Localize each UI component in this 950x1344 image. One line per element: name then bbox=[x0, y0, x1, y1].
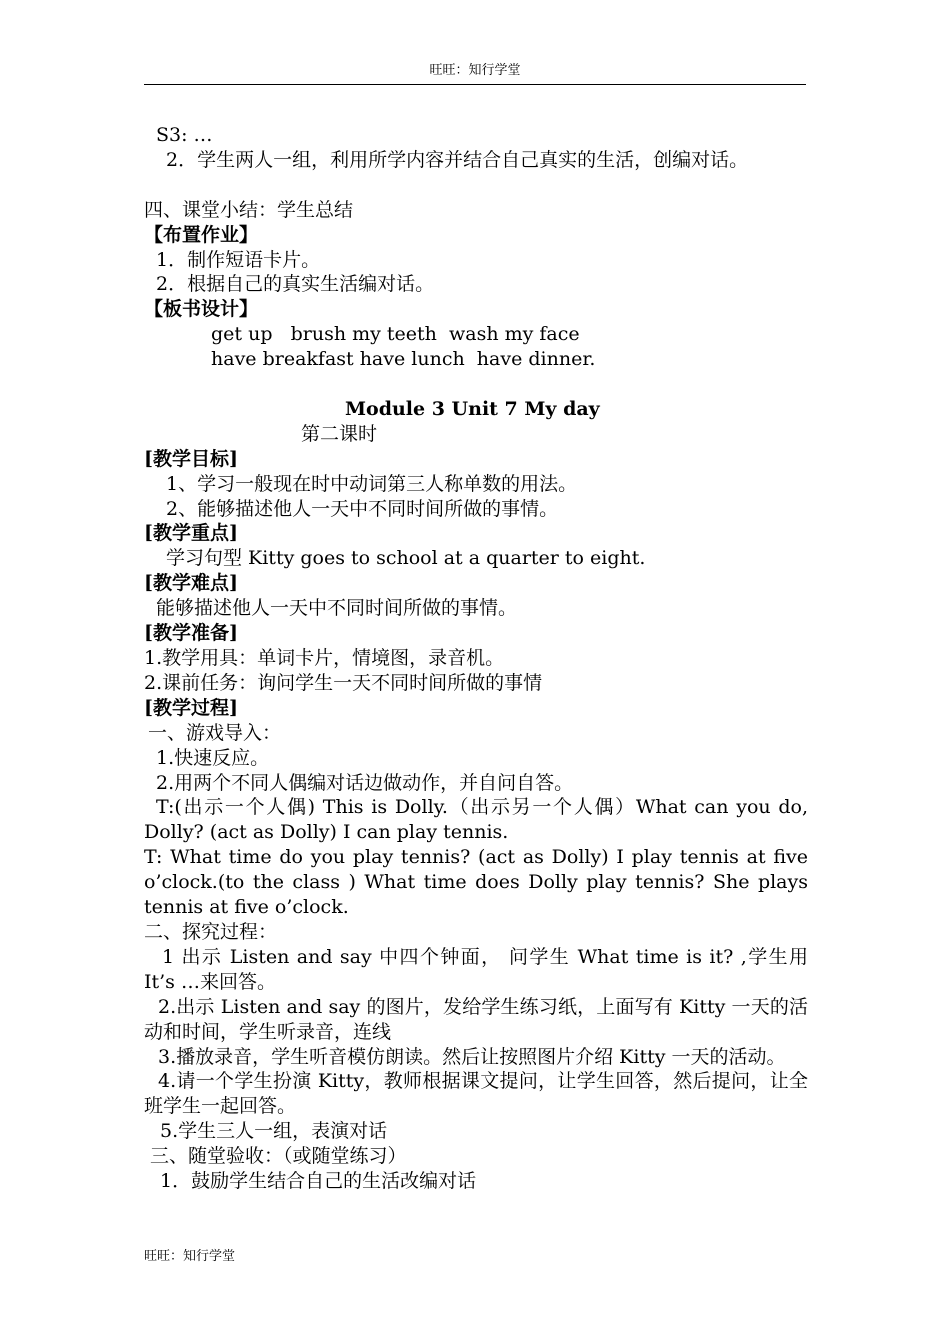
text-paragraph: T:(出示一个人偶) This is Dolly.（出示另一个人偶）What can you do, Dolly? (act as Dolly) I can play tennis. bbox=[144, 796, 808, 844]
blank-line bbox=[144, 372, 808, 397]
document-body bbox=[144, 123, 808, 1194]
section-heading: [教学重点] bbox=[144, 522, 238, 545]
text-line: 2．根据自己的真实生活编对话。 bbox=[156, 273, 435, 296]
section-heading: 【布置作业】 bbox=[144, 223, 259, 246]
text-line: 2、能够描述他人一天中不同时间所做的事情。 bbox=[166, 497, 559, 520]
text-paragraph: 4.请一个学生扮演 Kitty，教师根据课文提问，让学生回答，然后提问，让全班学生一起回答。 bbox=[144, 1070, 808, 1118]
text-line: 1．制作短语卡片。 bbox=[156, 248, 321, 271]
page-header: 旺旺：知行学堂 bbox=[144, 60, 806, 85]
text-line: get up brush my teeth wash my face bbox=[211, 323, 580, 346]
text-line: 1.教学用具：单词卡片，情境图，录音机。 bbox=[144, 647, 505, 669]
section-heading: 四、课堂小结：学生总结 bbox=[144, 198, 354, 221]
text-line: 一、游戏导入： bbox=[148, 721, 282, 744]
text-line: 二、探究过程： bbox=[144, 920, 278, 943]
section-heading: [教学过程] bbox=[144, 696, 238, 719]
section-heading: [教学难点] bbox=[144, 572, 238, 595]
text-line: S3: … bbox=[156, 124, 213, 146]
text-line: 1．鼓励学生结合自己的生活改编对话 bbox=[160, 1170, 477, 1193]
section-heading: 【板书设计】 bbox=[144, 298, 259, 321]
text-line: 1、学习一般现在时中动词第三人称单数的用法。 bbox=[166, 472, 578, 495]
blank-line bbox=[144, 173, 808, 198]
text-paragraph: 1 出示 Listen and say 中四个钟面， 问学生 What time is it? ,学生用 It’s …来回答。 bbox=[144, 945, 808, 993]
text-line: 2．学生两人一组，利用所学内容并结合自己真实的生活，创编对话。 bbox=[166, 148, 749, 171]
text-paragraph: 2.出示 Listen and say 的图片，发给学生练习纸，上面写有 Kitty 一天的活动和时间，学生听录音，连线 bbox=[144, 995, 808, 1043]
text-paragraph: T: What time do you play tennis? (act as Dolly) I play tennis at five o’clock.(to the class ) What time does Dolly play tennis? She plays tennis at five o’clock. bbox=[144, 846, 808, 919]
text-paragraph: 3.播放录音，学生听音模仿朗读。然后让按照图片介绍 Kitty 一天的活动。 bbox=[158, 1045, 786, 1068]
section-heading: [教学准备] bbox=[144, 622, 238, 645]
section-heading: [教学目标] bbox=[144, 447, 238, 470]
text-line: 能够描述他人一天中不同时间所做的事情。 bbox=[156, 597, 518, 620]
text-line: 2.用两个不同人偶编对话边做动作，并自问自答。 bbox=[156, 771, 574, 794]
lesson-subtitle: 第二课时 bbox=[301, 422, 378, 445]
text-line: 1.快速反应。 bbox=[156, 746, 270, 769]
text-line: 2.课前任务：询问学生一天不同时间所做的事情 bbox=[144, 671, 543, 694]
page-footer: 旺旺：知行学堂 bbox=[144, 1249, 236, 1264]
text-line: have breakfast have lunch have dinner. bbox=[211, 348, 596, 371]
text-line: 学习句型 Kitty goes to school at a quarter to eight. bbox=[166, 547, 646, 570]
lesson-title: Module 3 Unit 7 My day bbox=[345, 397, 600, 420]
text-line: 三、随堂验收：（或随堂练习） bbox=[150, 1145, 407, 1168]
text-line: 5.学生三人一组，表演对话 bbox=[160, 1120, 388, 1143]
